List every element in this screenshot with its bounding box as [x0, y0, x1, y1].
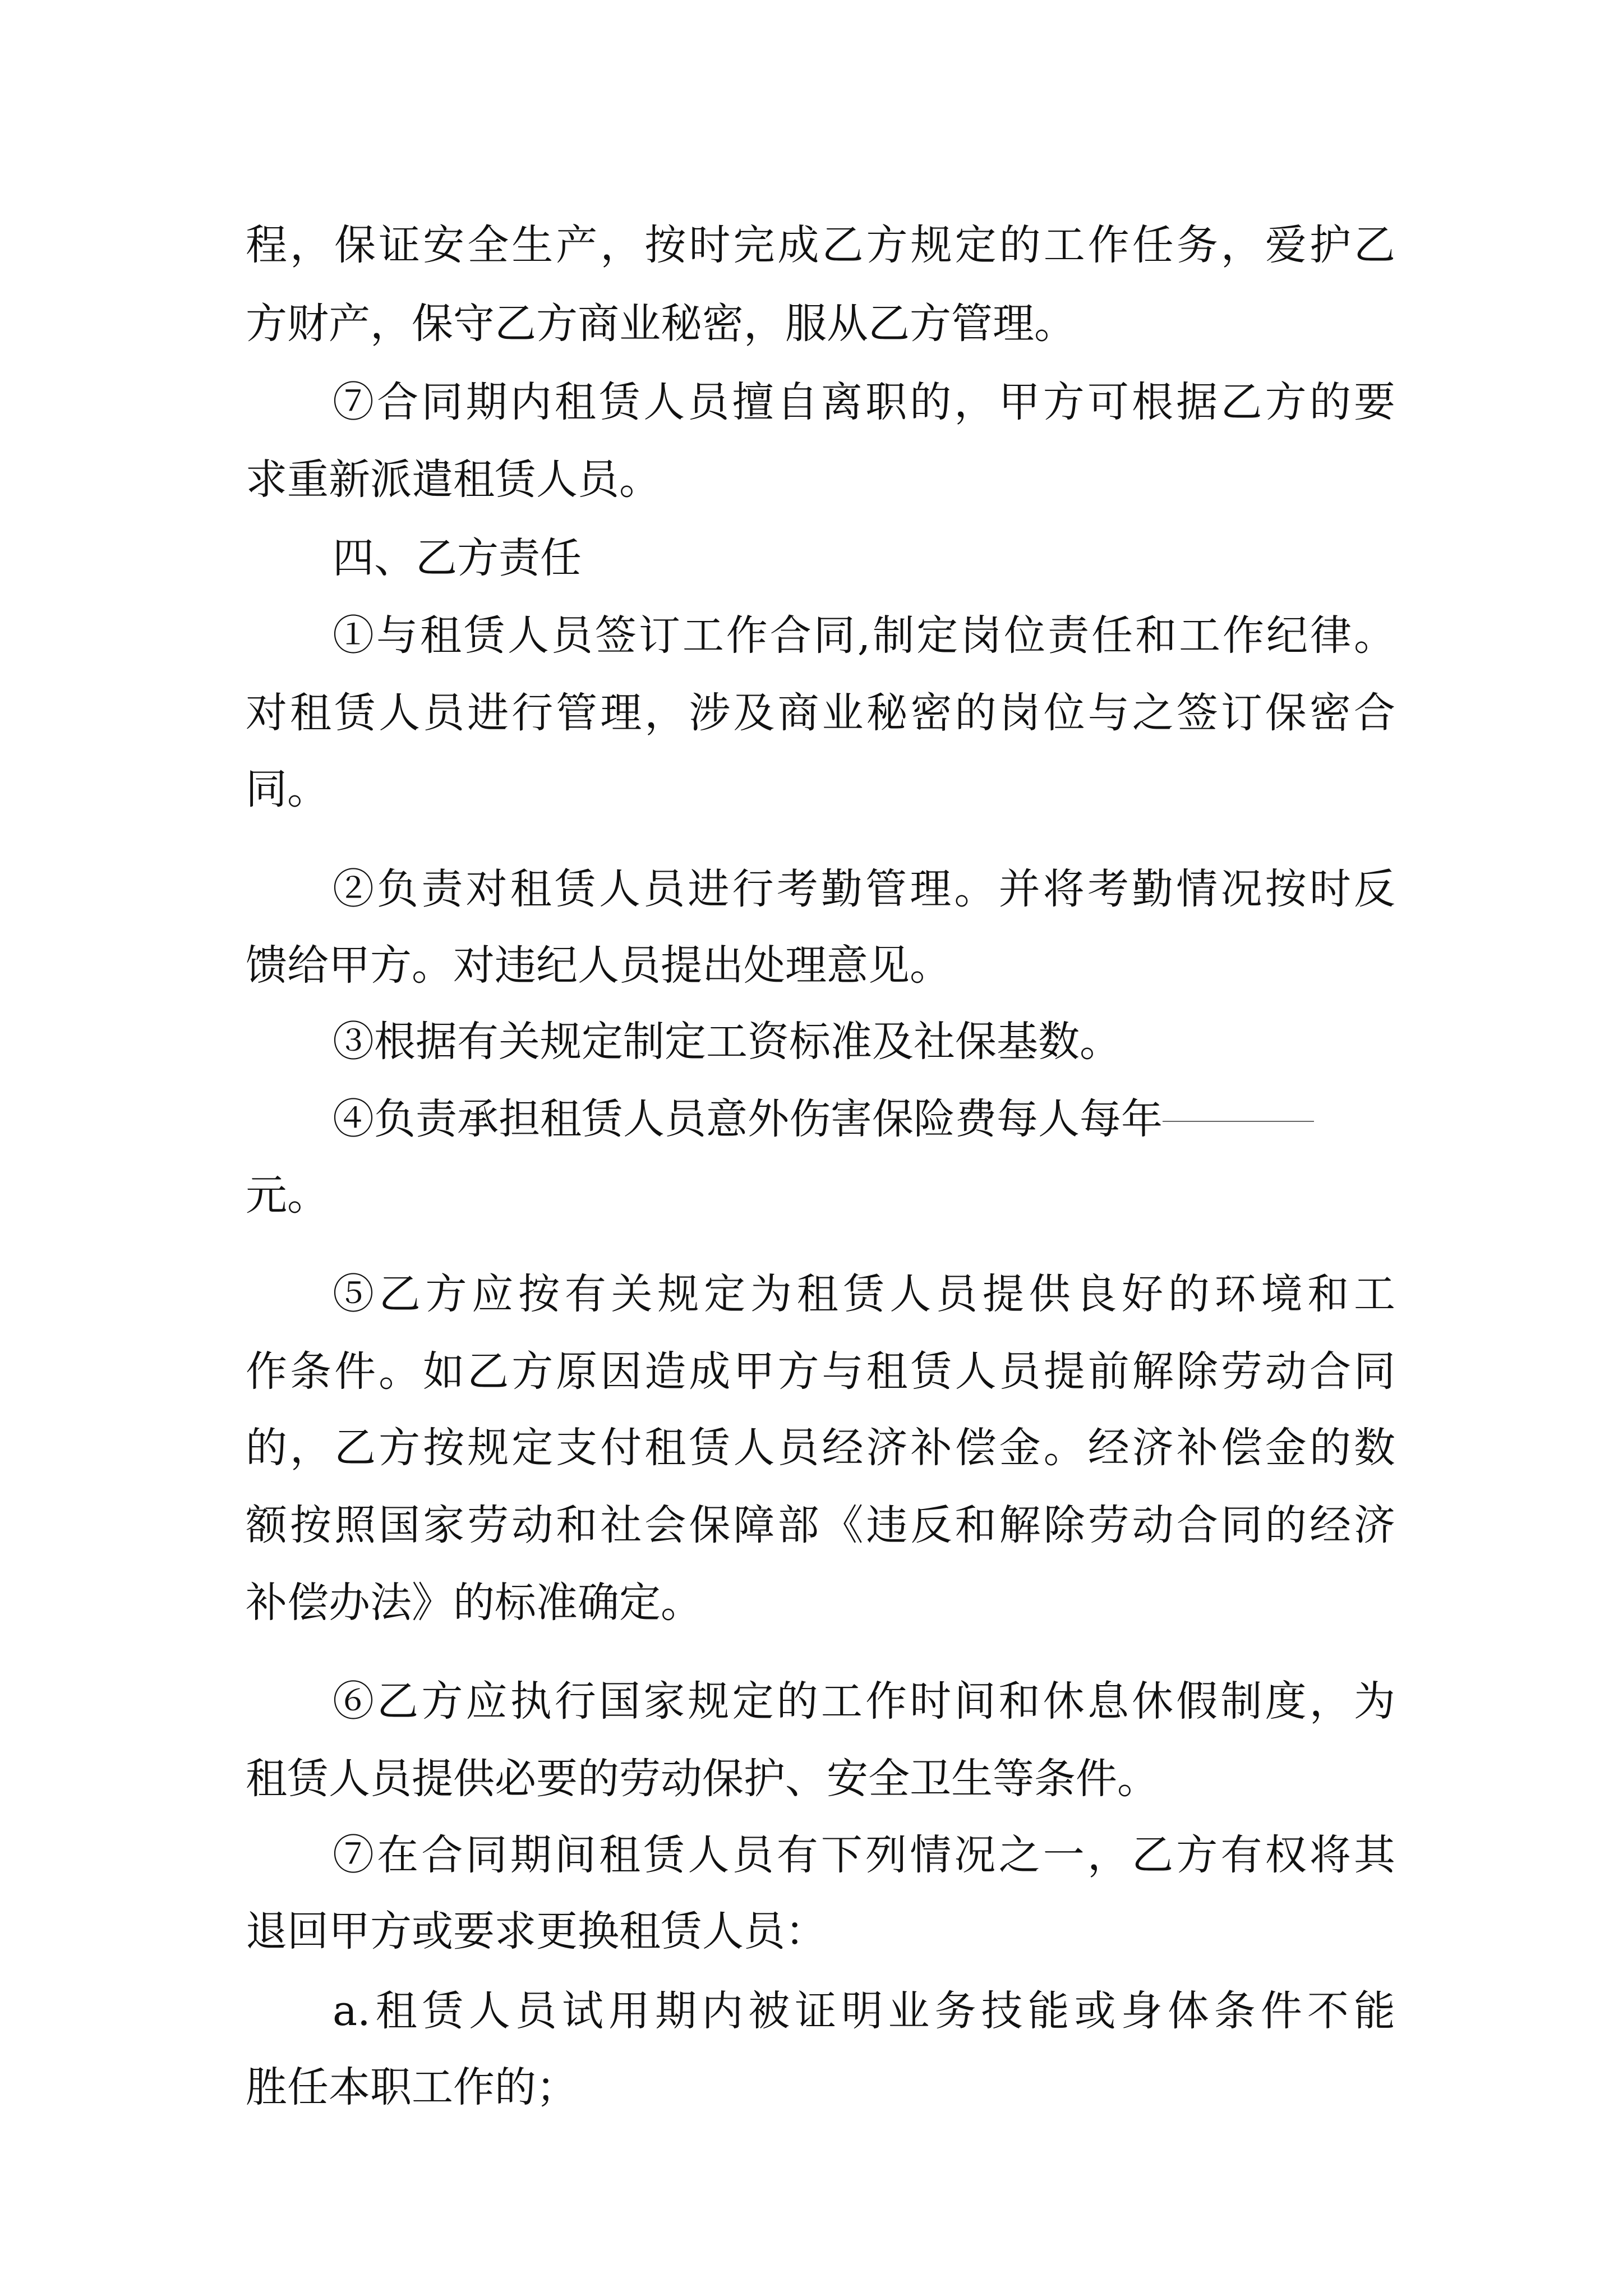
text-line: 馈给甲方。对违纪人员提出处理意见。	[246, 941, 951, 990]
text-line: 退回甲方或要求更换租赁人员：	[246, 1907, 827, 1955]
text-line: ⑤乙方应按有关规定为租赁人员提供良好的环境和工	[333, 1270, 1395, 1318]
text-line: 方财产，保守乙方商业秘密，服从乙方管理。	[246, 300, 1076, 348]
text-line: ⑥乙方应执行国家规定的工作时间和休息休假制度，为	[333, 1677, 1395, 1726]
text-line: 胜任本职工作的；	[246, 2063, 578, 2111]
text-line: 的，乙方按规定支付租赁人员经济补偿金。经济补偿金的数	[246, 1424, 1395, 1472]
text-line: 求重新派遣租赁人员。	[246, 455, 661, 504]
text-line-content: ④负责承担租赁人员意外伤害保险费每人每年	[333, 1095, 1163, 1143]
text-line: 程，保证安全生产，按时完成乙方规定的工作任务，爱护乙	[246, 221, 1395, 269]
text-line	[333, 1077, 1395, 1161]
text-line: 元。	[246, 1171, 329, 1220]
text-line: ③根据有关规定制定工资标准及社保基数。	[333, 1018, 1121, 1066]
text-line: ①与租赁人员签订工作合同,制定岗位责任和工作纪律。	[333, 611, 1395, 660]
text-line: 补偿办法》的标准确定。	[246, 1579, 702, 1627]
fill-in-blank	[1163, 1121, 1314, 1122]
section-heading: 四、乙方责任	[333, 534, 582, 582]
text-line: ②负责对租赁人员进行考勤管理。并将考勤情况按时反	[333, 865, 1395, 913]
text-line: 同。	[246, 765, 329, 813]
text-line: 对租赁人员进行管理，涉及商业秘密的岗位与之签订保密合	[246, 689, 1395, 737]
text-line: ⑦合同期内租赁人员擅自离职的，甲方可根据乙方的要	[333, 378, 1395, 426]
text-line: ⑦在合同期间租赁人员有下列情况之一，乙方有权将其	[333, 1831, 1395, 1879]
text-line: 作条件。如乙方原因造成甲方与租赁人员提前解除劳动合同	[246, 1347, 1395, 1396]
text-line: 租赁人员提供必要的劳动保护、安全卫生等条件。	[246, 1755, 1159, 1803]
text-line: a.租赁人员试用期内被证明业务技能或身体条件不能	[333, 1987, 1395, 2035]
text-line: 额按照国家劳动和社会保障部《违反和解除劳动合同的经济	[246, 1501, 1395, 1549]
